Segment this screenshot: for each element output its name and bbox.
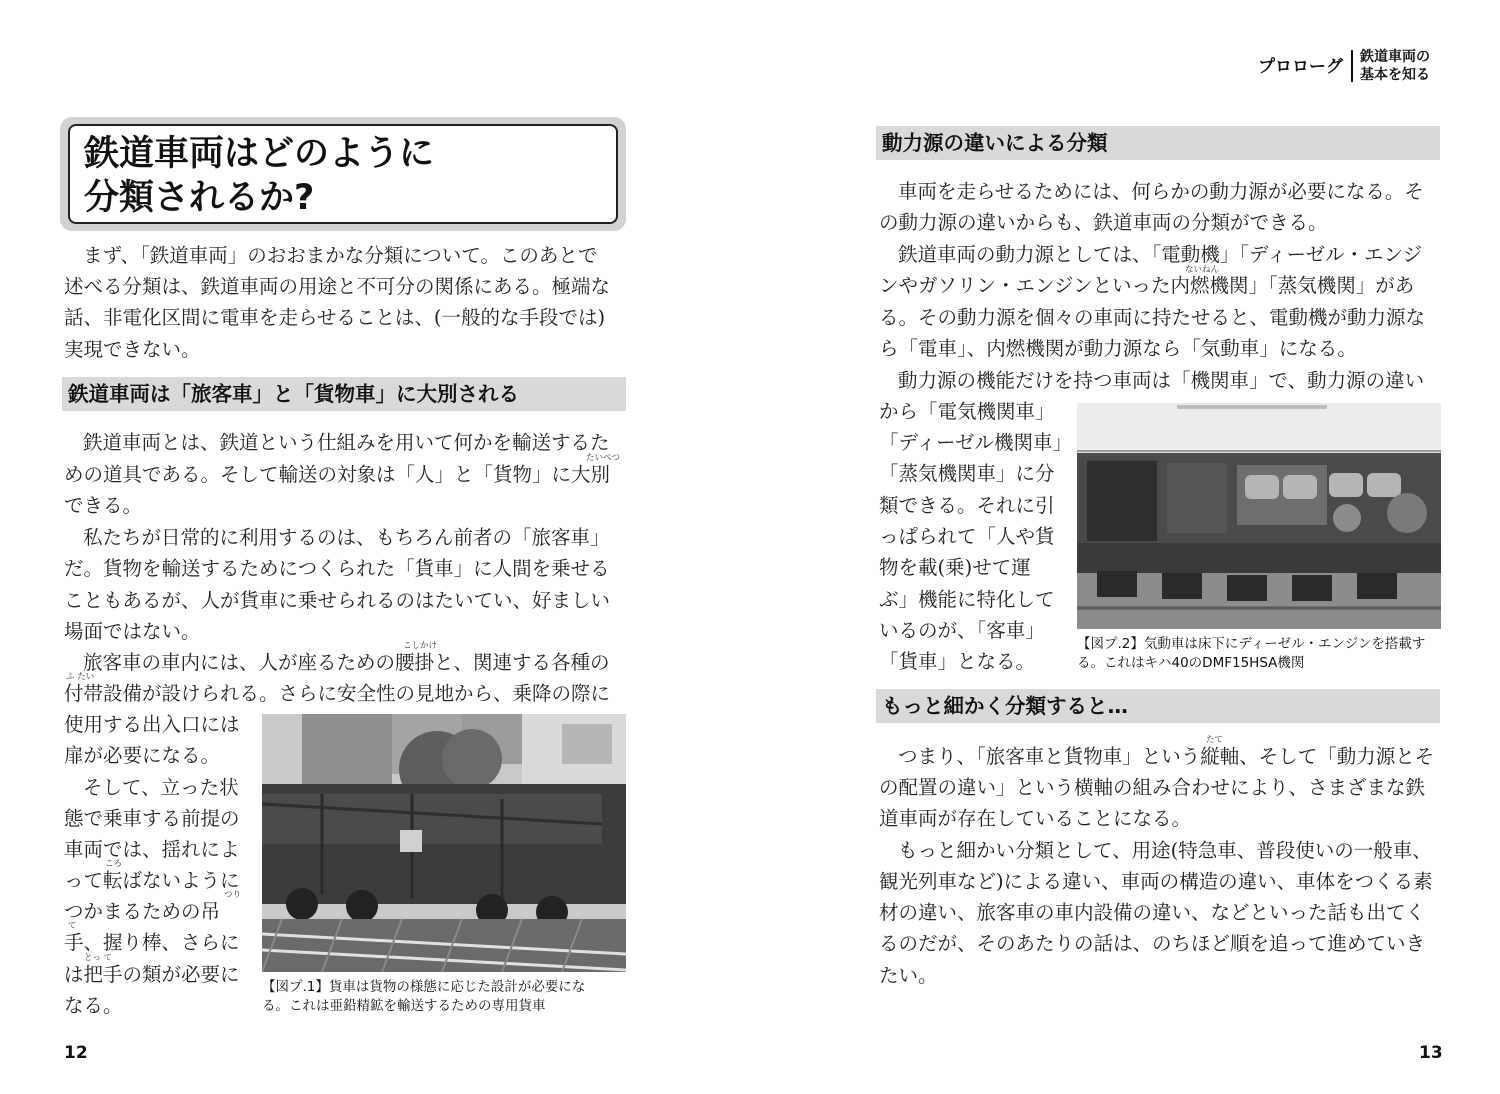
body-line: の配置の違い」という横軸の組み合わせにより、さまざまな鉄: [879, 776, 1426, 799]
header-divider: [1351, 50, 1353, 82]
furigana: たいべつ: [586, 453, 621, 463]
figure-caption-1-line-2: る。これは亜鉛精鉱を輸送するための専用貨車: [262, 998, 546, 1014]
page-number-right: 13: [1419, 1043, 1443, 1063]
body-line: るのだが、そのあたりの話は、のちほど順を追って進めていき: [879, 932, 1426, 955]
body-line: 扉が必要になる。: [64, 744, 221, 767]
body-line: たい。: [879, 964, 938, 987]
furigana: ころ: [105, 859, 123, 869]
diesel-engine-photo: [1077, 403, 1441, 629]
body-line: なる。: [64, 994, 123, 1017]
body-line: 手、握り棒、さらに: [64, 931, 240, 954]
intro-line: 話、非電化区間に電車を走らせることは、(一般的な手段では): [64, 306, 606, 329]
intro-line: まず、「鉄道車両」のおおまかな分類について。このあとで: [83, 244, 598, 267]
chapter-title-line-1: 鉄道車両の: [1360, 49, 1430, 65]
body-line: る。その動力源を個々の車両に持たせると、電動機が動力源な: [879, 306, 1426, 329]
body-line: めの道具である。そして輸送の対象は「人」と「貨物」に大別: [64, 463, 611, 486]
body-line: 使用する出入口には: [64, 713, 240, 736]
body-line: 動力源の機能だけを持つ車両は「機関車」で、動力源の違い: [898, 369, 1425, 392]
page-number-left: 12: [64, 1043, 88, 1063]
body-line: こともあるが、人が貨車に乗せられるのはたいてい、好ましい: [64, 589, 611, 612]
body-line: ンやガソリン・エンジンといった内燃機関」「蒸気機関」があ: [879, 274, 1415, 297]
chapter-title-line-2: 基本を知る: [1360, 67, 1430, 83]
chapter-title: [1360, 48, 1430, 84]
intro-line: 述べる分類は、鉄道車両の用途と不可分の関係にある。極端な: [64, 275, 611, 298]
section-heading-finer-classification: もっと細かく分類すると…: [876, 689, 1440, 723]
body-line: 私たちが日常的に利用するのは、もちろん前者の「旅客車」: [83, 526, 610, 549]
body-line: は把手の類が必要に: [64, 963, 240, 986]
freight-car-photo: [262, 714, 626, 972]
furigana: ふ たい: [66, 672, 95, 682]
body-line: できる。: [64, 494, 143, 517]
body-line: って転ばないように: [64, 869, 240, 892]
furigana: とっ て: [84, 953, 113, 963]
body-line: 鉄道車両の動力源としては、「電動機」「ディーゼル・エンジ: [898, 243, 1423, 266]
page-title-line-2: 分類されるか?: [84, 178, 315, 218]
page-title-line-1: 鉄道車両はどのように: [84, 134, 435, 174]
body-line: の動力源の違いからも、鉄道車両の分類ができる。: [879, 211, 1328, 234]
body-line: ぶ」機能に特化して: [879, 588, 1055, 611]
body-line: っぱられて「人や貨: [879, 525, 1055, 548]
body-line: つまり、「旅客車と貨物車」という縦軸、そして「動力源とそ: [898, 745, 1435, 768]
intro-line: 実現できない。: [64, 338, 201, 361]
body-line: 材の違い、旅客車の車内設備の違い、などといった話も出てく: [879, 901, 1426, 924]
figure-caption-2-line-1: 【図プ.2】気動車は床下にディーゼル・エンジンを搭載す: [1077, 636, 1426, 652]
body-line: いるのが、「客車」: [879, 619, 1045, 642]
body-line: 類できる。それに引: [879, 494, 1055, 517]
body-line: ら「電車」、内燃機関が動力源なら「気動車」になる。: [879, 337, 1357, 360]
body-line: つかまるための吊: [64, 900, 221, 923]
body-line: 物を載(乗)せて運: [879, 556, 1031, 579]
furigana: て: [68, 921, 77, 931]
body-line: もっと細かい分類として、用途(特急車、普段使いの一般車、: [898, 839, 1432, 862]
figure-caption-2-line-2: る。これはキハ40のDMF15HSA機関: [1077, 655, 1305, 671]
body-line: 旅客車の車内には、人が座るための腰掛と、関連する各種の: [83, 651, 610, 674]
chapter-tag: プロローグ: [1258, 57, 1343, 77]
furigana: こしかけ: [403, 641, 438, 651]
section-heading-passenger-freight: 鉄道車両は「旅客車」と「貨物車」に大別される: [62, 377, 626, 411]
body-line: から「電気機関車」: [879, 400, 1055, 423]
title-box: [68, 124, 618, 224]
furigana: つり: [224, 890, 242, 900]
body-line: 道車両が存在していることになる。: [879, 807, 1192, 830]
body-line: だ。貨物を輸送するためにつくられた「貨車」に人間を乗せる: [64, 557, 610, 580]
body-line: 「貨車」となる。: [879, 650, 1036, 673]
body-line: 付帯設備が設けられる。さらに安全性の見地から、乗降の際に: [64, 682, 611, 705]
body-line: 態で乗車する前提の: [64, 807, 240, 830]
body-line: 「ディーゼル機関車」: [879, 431, 1073, 454]
furigana: ないねん: [1185, 265, 1220, 275]
furigana: たて: [1206, 735, 1224, 745]
body-line: 「蒸気機関車」に分: [879, 462, 1055, 485]
body-line: 鉄道車両とは、鉄道という仕組みを用いて何かを輸送するた: [83, 431, 610, 454]
body-line: 場面ではない。: [64, 620, 201, 643]
body-line: そして、立った状: [83, 776, 239, 799]
body-line: 車両を走らせるためには、何らかの動力源が必要になる。そ: [898, 180, 1424, 203]
body-line: 観光列車など)による違い、車両の構造の違い、車体をつくる素: [879, 870, 1433, 893]
section-heading-power-source: 動力源の違いによる分類: [876, 126, 1440, 160]
figure-caption-1-line-1: 【図プ.1】貨車は貨物の様態に応じた設計が必要にな: [262, 979, 586, 995]
body-line: 車両では、揺れによ: [64, 838, 240, 861]
